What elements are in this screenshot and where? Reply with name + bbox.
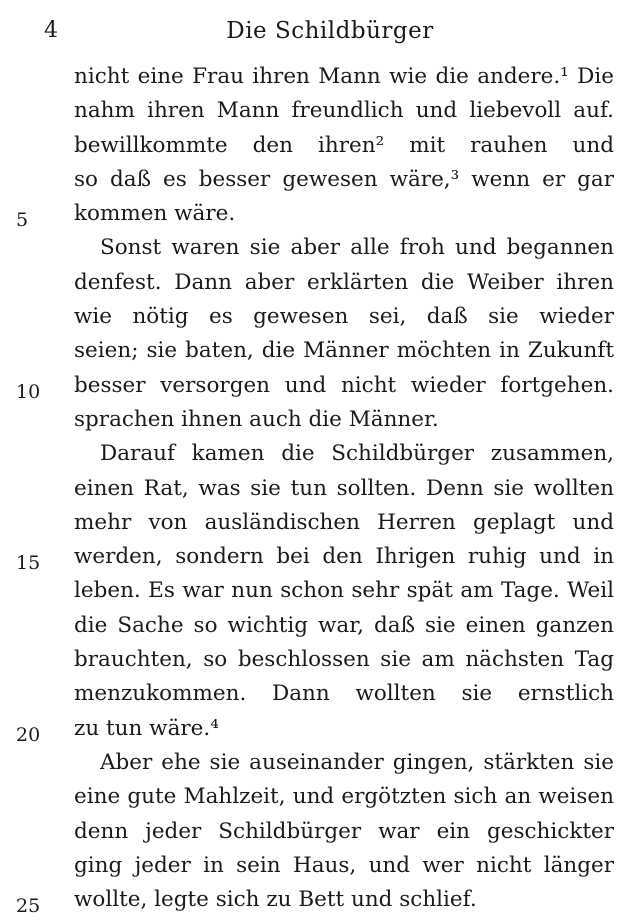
text-line (0, 472, 636, 506)
line-text: kommen wäre. (74, 201, 236, 227)
text-line (0, 94, 636, 128)
line-number: 10 (16, 380, 41, 403)
text-line (0, 677, 636, 711)
line-number: 5 (16, 209, 29, 232)
text-line (0, 231, 636, 265)
page-number: 4 (44, 18, 58, 43)
text-line (0, 163, 636, 197)
text-line (0, 197, 636, 231)
line-text: so daß es besser gewesen wäre,³ wenn er gar (74, 166, 614, 192)
line-text: wie nötig es gewesen sei, daß sie wieder (74, 304, 614, 330)
text-line (0, 266, 636, 300)
text-line (0, 540, 636, 574)
line-text: zu tun wäre.⁴ (74, 715, 219, 741)
text-line (0, 369, 636, 403)
text-line (0, 780, 636, 814)
line-text: Darauf kamen die Schildbürger zusammen, (100, 441, 614, 467)
text-line (0, 815, 636, 849)
text-line (0, 643, 636, 677)
line-text: menzukommen. Dann wollten sie ernstlich (74, 681, 614, 707)
line-text: bewillkommte den ihren² mit rauhen und (74, 132, 614, 158)
text-line (0, 746, 636, 780)
line-text: denfest. Dann aber erklärten die Weiber ihren (74, 269, 614, 295)
line-text: Sonst waren sie aber alle froh und begannen (100, 235, 614, 261)
line-text: leben. Es war nun schon sehr spät am Tage. Weil (74, 578, 614, 604)
line-text: Aber ehe sie auseinander gingen, stärkten sie (100, 749, 614, 775)
text-line (0, 506, 636, 540)
text-line (0, 849, 636, 883)
body-text (0, 60, 636, 917)
line-text: einen Rat, was sie tun sollten. Denn sie wollten (74, 475, 614, 501)
running-title: Die Schildbürger (226, 18, 434, 44)
line-text: die Sache so wichtig war, daß sie einen ganzen (74, 612, 614, 638)
text-line (0, 300, 636, 334)
line-text: nicht eine Frau ihren Mann wie die andere.¹ Die (74, 64, 614, 89)
line-text: sprachen ihnen auch die Männer. (74, 406, 439, 432)
page-header (44, 14, 616, 48)
text-line (0, 609, 636, 643)
line-text: mehr von ausländischen Herren geplagt und (74, 509, 614, 535)
text-line (0, 574, 636, 608)
text-line (0, 883, 636, 917)
line-text: wollte, legte sich zu Bett und schlief. (74, 887, 477, 913)
line-text: denn jeder Schildbürger war ein geschickter (74, 818, 614, 844)
line-number: 25 (16, 895, 41, 918)
line-text: brauchten, so beschlossen sie am nächsten Tag (74, 647, 614, 673)
line-text: besser versorgen und nicht wieder fortgehen. (74, 372, 614, 398)
text-line (0, 403, 636, 437)
line-text: eine gute Mahlzeit, und ergötzten sich an weisen (74, 784, 614, 810)
line-text: ging jeder in sein Haus, und wer nicht länger (74, 852, 614, 878)
text-line (0, 712, 636, 746)
text-line (0, 129, 636, 163)
text-line (0, 334, 636, 368)
text-line (0, 437, 636, 471)
line-text: nahm ihren Mann freundlich und liebevoll auf. (74, 98, 614, 124)
line-number: 20 (16, 723, 41, 746)
line-text: werden, sondern bei den Ihrigen ruhig und in (74, 544, 614, 570)
line-number: 15 (16, 552, 41, 575)
text-line (0, 60, 636, 94)
line-text: seien; sie baten, die Männer möchten in Zukunft (74, 338, 614, 364)
